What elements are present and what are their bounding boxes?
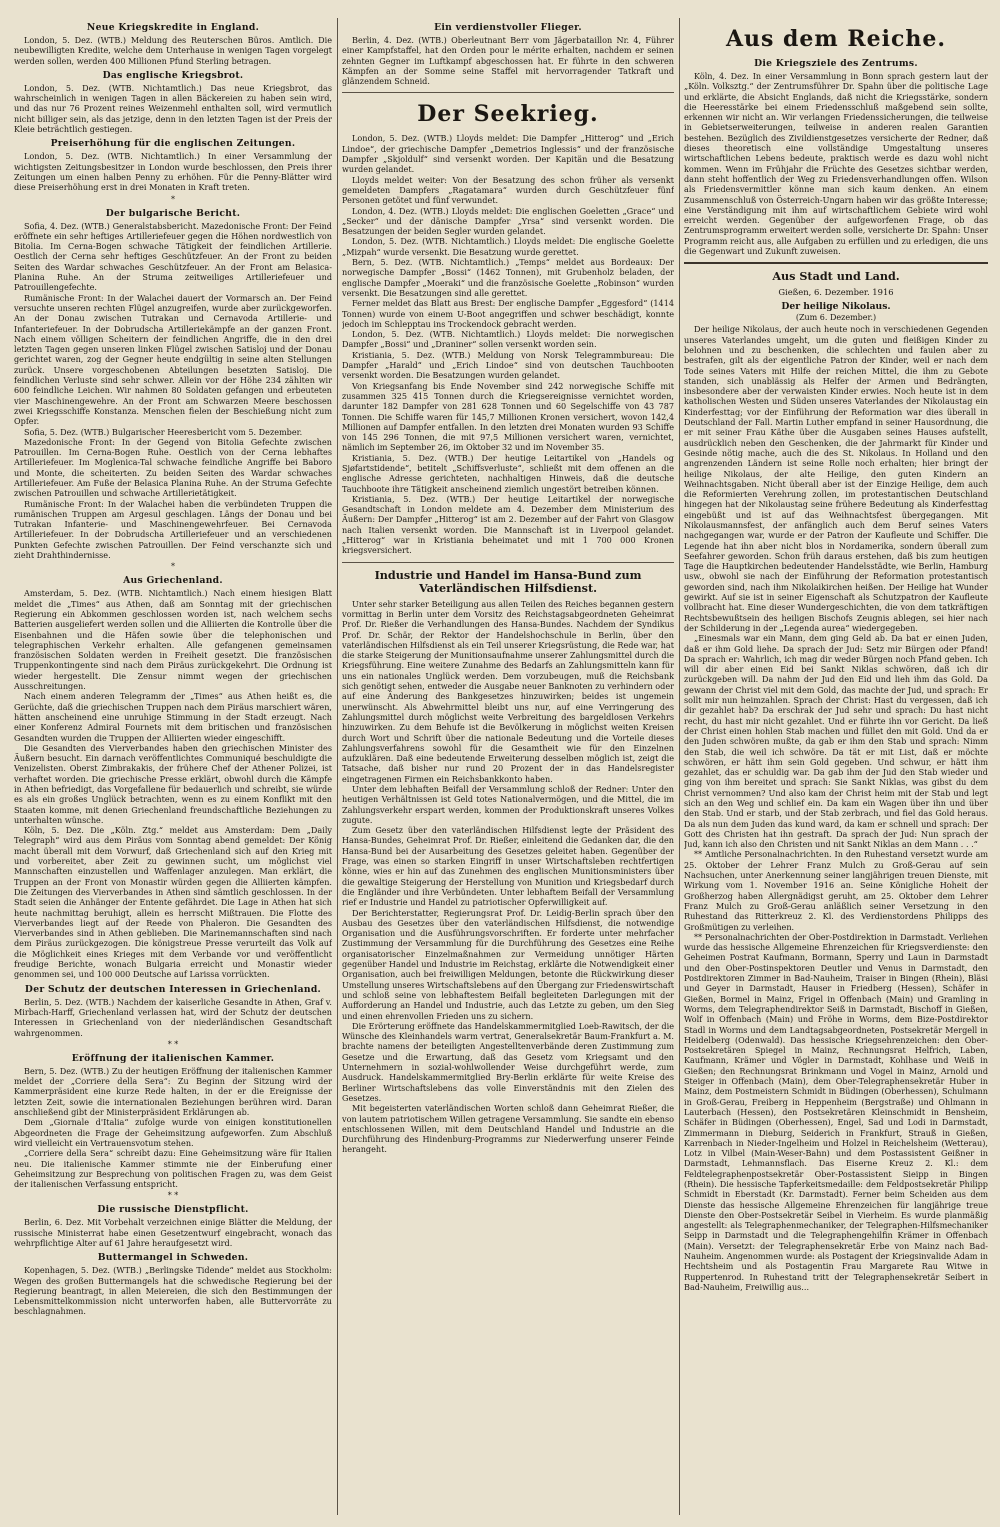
headline: Neue Kriegskredite in England. — [86, 22, 260, 33]
article-text: Berlin, 6. Dez. Mit Vorbehalt verzeichnen einige Blätter die Meldung, der russische Ministerrat habe einen Gesetzentwurf eingebracht, wonach das wehrpflichtige Alter auf 61 Jahre heraufgesetzt wird. — [14, 1217, 332, 1248]
article-text: Kristiania, 5. Dez. (WTB.) Der heutige Leitartikel von „Handels og Sjøfartstidende“, betitelt „Schiffsverluste“, schließt mit dem offenen an die englische Adresse gerichteten, nachhaltigen Hinweis, daß die deutsche Tauchboote ihre Tätigkeit anscheinend ziemlich ungestört betreiben können. — [342, 452, 674, 494]
article-text: Dem „Giornale d'Italia“ zufolge wurde von einigen konstitutionellen Abgeordneten die Frage der Geheimsitzung aufgeworfen. Zum Abschluß wird vielleicht ein Vertrauensvotum stehen. — [14, 1117, 332, 1148]
separator-star: * — [171, 194, 175, 204]
article-text: London, 5. Dez. (WTB.) Meldung des Reuterschen Büros. Amtlich. Die neubewilligten Kredite, welche dem Unterhause in wenigen Tagen vorgelegt werden sollen, werden 400 Millionen Pfund Sterling betragen. — [14, 35, 332, 66]
headline: Buttermangel in Schweden. — [97, 1252, 249, 1264]
article-text: London, 5. Dez. (WTB. Nichtamtlich.) Das neue Kriegsbrot, das wahrscheinlich in wenigen Tagen in allen Bäckereien zu haben sein wird, und das nur 76 Prozent reines Weizenmehl enthalten soll, wird vermutlich nicht billiger sein, als das jetzige, denn in den letzten Tagen ist der Preis der Kleie beträchtlich gestiegen. — [14, 82, 332, 135]
section-divider — [684, 262, 988, 264]
article-text: Köln, 5. Dez. Die „Köln. Ztg.“ meldet aus Amsterdam: Dem „Daily Telegraph“ wird aus dem Piräus vom Sonntag abend gemeldet: Der König macht überall mit dem Vorwurf, daß Griechenland sich auf den Krieg mit und vorbereitet, aber Zeit zu gewinnen sucht, um möglichst viel Mannschaften einzustellen und Waffenlager anzulegen. Man erklärt, die Truppen an der Front von Monastir würden gegen die Alliierten kämpfen. Die Zeitungen des Vierverbandes in Athen sind sämtlich geschlossen. In der Stadt seien die Anhänger der Entente gefährdet. Die Lage in Athen hat sich heute nachmittag beruhigt, allein es herrscht Mißtrauen. Die Flotte des Vierverbandes liegt auf der Reede von Phaleron. Die Gesandten des Vierverbandes sind in Athen geblieben. Die Marinemannschaften sind nach dem Piräus zurückgezogen. Die königstreue Presse verurteilt das Volk auf die Möglichkeit eines Krieges mit dem Verbande vor und veröffentlicht freudige Berichte, wonach Bulgaria erreicht und Monastir wieder genommen sei, und 100 000 Deutsche auf Larissa vorrückten. — [14, 825, 332, 980]
headline: Aus Griechenland. — [123, 575, 223, 587]
article-text: London, 5. Dez. (WTB. Nichtamtlich.) Lloyds meldet: Die norwegischen Dampfer „Bossi“ und „Draniner“ sollen versenkt worden sein. — [342, 329, 674, 350]
article-text: Kristiania, 5. Dez. (WTB.) Meldung von Norsk Telegrammbureau: Die Dampfer „Harald“ und „Erich Lindoe“ sind von deutschen Tauchbooten versenkt worden. Die Besatzungen wurden gelandet. — [342, 349, 674, 381]
article-text: Unter dem lebhaften Beifall der Versammlung schloß der Redner: Unter den heutigen Verhältnissen ist Geld totes Nationalvermögen, und die Mittel, die im Zahlungsverkehr erspart werden, kommen der Produktionskraft unseres Volkes zugute. — [342, 784, 674, 825]
article-text: Amsterdam, 5. Dez. (WTB. Nichtamtlich.) Nach einem hiesigen Blatt meldet die „Times“ aus Athen, daß am Sonntag mit der griechischen Regierung ein Abkommen geschlossen worden ist, nach welchem sechs Batterien ausgeliefert werden sollen und die Alliierten die Kontrolle über die Eisenbahnen und die Häfen sowie über die telephonischen und telegraphischen Verkehr erhalten. Alle gefangenen gemeinsamen französischen Soldaten werden in Freiheit gesetzt. Die französischen Truppenkontingente sind nach dem Piräus zurückgekehrt. Die Ordnung ist wieder hergestellt. Die Zensur nimmt wegen der griechischen Ausschreitungen. — [14, 588, 332, 692]
headline: Der bulgarische Bericht. — [105, 207, 241, 219]
article-text: „Corriere della Sera“ schreibt dazu: Eine Geheimsitzung wäre für Italien neu. Die italienische Kammer stimmte nie der Einberufung einer Geheimsitzung zur Besprechung von politischen Fragen zu, was dem Geist der italienischen Verfassung entspricht. — [14, 1148, 332, 1190]
headline: Das englische Kriegsbrot. — [102, 69, 244, 81]
article-text: London, 5. Dez. (WTB.) Lloyds meldet: Die Dampfer „Hitterog“ und „Erich Lindoe“, der griechische Dampfer „Demetrios Inglessis“ und der französische Dampfer „Skjoldulf“ sind versenkt worden. Der Kapitän und die Besatzung wurden gelandet. — [342, 133, 674, 175]
section-title: Aus Stadt und Land. — [772, 269, 900, 284]
article-text: Rumänische Front: In der Walachei dauert der Vormarsch an. Der Feind versuchte unseren rechten Flügel anzugreifen, wurde aber zurückgeworfen. An der Donau zwischen Tutrakan und Cernavoda Artillerie- und Infanteriefeuer. In der Dobrudscha Artilleriekämpfe an der ganzen Front. Nach einem völligen Scheitern der feindlichen Angriffe, die in den drei letzten Tagen gegen unseren linken Flügel zwischen Satisloj und der Donau gerichtet waren, zog der Gegner heute endgültig in seine alten Stellungen zurück. Unsere vorgeschobenen Abteilungen besetzten Satisloj. Die feindlichen Verluste sind sehr schwer. Allein vor der Höhe 234 zählten wir 600 feindliche Leichen. Wir nahmen 80 Soldaten gefangen und erbeuteten vier Maschinengewehre. An der Front am Schwarzen Meere beschossen zwei Kriegsschiffe Konstanza. Menschen fielen der Beschießung nicht zum Opfer. — [14, 292, 332, 427]
separator-star: * * — [167, 1039, 179, 1049]
article-text: Sofia, 5. Dez. (WTB.) Bulgarischer Heeresbericht vom 5. Dezember. — [24, 426, 303, 437]
section-divider — [342, 92, 674, 93]
article-text: Mazedonische Front: In der Gegend von Bitolia Gefechte zwischen Patrouillen. Im Cerna-Bogen Ruhe. Oestlich von der Cerna lebhaftes Artilleriefeuer. Im Moglenica-Tal schwache feindliche Angriffe bei Baboro und Monte, die scheiterten. Zu beiden Seiten des Wardar schwaches Artilleriefeuer. Am Fuße der Belasica Planina Ruhe. An der Struma Gefechte zwischen Patrouillen und schwache Artillerietätigkeit. — [14, 436, 332, 499]
article-text: Von Kriegsanfang bis Ende November sind 242 norwegische Schiffe mit zusammen 325 415 Tonnen durch die Kriegsereignisse vernichtet worden, darunter 182 Dampfer von 281 628 Tonnen und 60 Segelschiffe von 43 787 Tonnen. Die Schiffe waren für 145,7 Millionen Kronen versichert, wovon 142,4 Millionen auf Dampfer entfallen. In den letzten drei Monaten wurden 93 Schiffe von 145 296 Tonnen, die mit 97,5 Millionen versichert waren, vernichtet, nämlich im September 26, im Oktober 32 und im November 35. — [342, 380, 674, 453]
article-text: Der heilige Nikolaus, der auch heute noch in verschiedenen Gegenden unseres Vaterlandes umgeht, um die guten und fleißigen Kinder zu belohnen und zu beschenken, die schlechten und faulen aber zu bestrafen, gilt als der eigentliche Patron der Kinder, weil er nach dem Tode seines Vaters mit Hilfe der reichen Mittel, die ihm zu Gebote standen, sich unablässig als Helfer der Armen und Bedrängten, insbesondere aber der verwaisten Kinder erwies. Noch heute ist in dem katholischen Westen und Süden unseres Vaterlandes der Nikolaustag ein Kinderfesttag; vor der Einführung der Reformation war dies überall in Deutschland der Fall. Martin Luther empfand in seiner Hausordnung, die er mit seiner Frau Käthe über die Ausgaben seines Hauses aufstellt, ausdrücklich neben den Geschenken, die der Jahrmarkt für Kinder und Gesinde nötig mache, auch die des St. Nikolaus. In Holland und den angrenzenden Ländern ist seine Rolle noch erhalten; hier bringt der heilige Nikolaus, der alte Heilige, den guten Kindern an Weihnachtsgaben. Nicht überall aber ist der Einzige Heilige, dem auch die Reformierten Verehrung zollen, im protestantischen Deutschland hingegen hat der Nikolaustag seine frühere Bedeutung als Kinderfesttag eingebüßt und ist auf das Weihnachtsfest übergegangen. Mit Nikolausmannsfest, der anfänglich auch dem Beruf seines Vaters nachgegangen war, wurde er der Patron der Kaufleute und Schiffer. Die Legende hat ihn aber nicht blos in Nordamerika, sondern überall zum Seefahrer geworden. Schon früh daraus erstehen, daß bis zum heutigen Tage die Hauptkirchen bedeutender Handelsstädte, wie Berlin, Hamburg usw., obwohl sie nach der Einführung der Reformation protestantisch geworden sind, nach ihm Nikolaikirchen heißen. Der Heilige hat Wunder gewirkt. Auf sie ist in seiner Eigenschaft als Schutzpatron der Kaufleute vollbracht hat. Eine dieser Wundergeschichten, die von dem tatkräftigen Rechtsbewußtsein des heiligen Bischofs Zeugnis ablegen, sei hier nach der Schilderung in der „Legenda aurea“ wiedergegeben. — [684, 324, 988, 633]
article-text: Köln, 4. Dez. In einer Versammlung in Bonn sprach gestern laut der „Köln. Volksztg.“ der Zentrumsführer Dr. Spahn über die politische Lage und erklärte, die Absicht Englands, daß nicht die Kriegsstärke, sondern die Heeresstärke bei einem Friedensschluß maßgebend sein sollte, erkennen wir nicht an. Wir verlangen Friedenssicherungen, die teilweise in Gebietserweiterungen, teilweise in anderen realen Garantien bestehen. Bezüglich des Zivildienstgesetzes versicherte der Redner, daß dieses theoretisch eine vollständige Umgestaltung unseres wirtschaftlichen Lebens bedeute, praktisch werde es dazu wohl nicht kommen. Wenn im Frühjahr die Früchte des Gesetzes sichtbar werden, dann steht hoffentlich der Weg zu Friedensverhandlungen offen. Wilson als Friedensvermittler könne man sich kaum denken. An einem Zusammenschluß von Österreich-Ungarn haben wir das größte Interesse; eine Verständigung mit ihm auf wirtschaftlichem Gebiete wird wohl erreicht werden. Gegenüber der aufgeworfenen Frage, ob das Zentrumsprogramm erweitert werden solle, versicherte Dr. Spahn: Unser Programm reicht aus, alle Aufgaben zu erfüllen und zu erledigen, die uns die Gegenwart und Zukunft zuweisen. — [684, 71, 988, 257]
article-text: Sofia, 4. Dez. (WTB.) Generalstabsbericht. Mazedonische Front: Der Feind eröffnete ein sehr heftiges Artilleriefeuer gegen die Höhen nordwestlich von Bitolia. Im Cerna-Bogen schwache Tätigkeit der feindlichen Artillerie. Oestlich der Cerna sehr heftiges Geschützfeuer. An der Front zu beiden Seiten des Wardar schwaches Geschützfeuer. An der Front am Belasica-Planina Ruhe. An der Struma zeitweiliges Artilleriefeuer und Patrouillengefechte. — [14, 220, 332, 293]
column-rule — [337, 18, 338, 1515]
article-text: „Einesmals war ein Mann, dem ging Geld ab. Da bat er einen Juden, daß er ihm Gold liehe. Da sprach der Jud: Setz mir Bürgen oder Pfand! Da sprach er: Wahrlich, ich mag dir weder Bürgen noch Pfand geben. Ich will dir aber einen Eid bei Sankt Niklas schwören, daß ich dir zurückgeben will. Da nahm der Jud den Eid und lieh ihm das Gold. Da gewann der Christ viel mit dem Gold, das machte der Jud, und sprach: Er sollt mir nun heimzahlen. Sprach der Christ: Hast du vergessen, daß ich dir gezahlet hab? Da erschrak der Jud sehr und sprach: Du hast nicht recht, du hast mir nicht gezahlet. Und er führte ihn vor Gericht. Da ließ der Christ einen hohlen Stab machen und füllet den mit Gold. Und da er den Juden schwören mußte, da gab er ihm den Stab und sprach: Nimm den Stab, die weil ich schwöre. Da tät er mit List, daß er möchte schwören, er hätt ihm sein Gold gegeben. Und schwur, er hätt ihm gezahlet, das er schuldig war. Da gab ihm der Jud den Stab wieder und ging von ihm bereitet und sprach: Sie Sankt Niklas, was gibst du dem Christ vernommen? Und also kam der Christ heim mit der Stab und legt sich an den Weg und schlief ein. Da kam ein Wagen über ihn und über den Stab. Und er starb, und der Stab zerbrach, und fiel das Gold heraus. Da als nun dem Juden das kund ward, da kam er schnell und sprach: Der Gott des Christen hat ihn gestraft. Da sprach der Jud: Nun sprach der Jud, kann ich also den Christen und nit Sankt Niklas an dem Mann . . .“ — [684, 633, 988, 850]
article-text: ** Personalnachrichten der Ober-Postdirektion in Darmstadt. Verliehen wurde das hessische Allgemeine Ehrenzeichen für Kriegsverdienste: den Geheimen Postrat Kaufmann, Bormann, Sperry und Laun in Darmstadt und den Ober-Postinspektoren Deutler und Venus in Darmstadt, den Postdirektoren Zimmer in Bad-Nauheim, Traiser in Bingen (Rhein), Bläsi und Geyer in Darmstadt, Hauser in Friedberg (Hessen), Schäfer in Gießen, Bormel in Mainz, Frigel in Offenbach (Main) und Gramling in Worms, dem Telegraphendirektor Seiß in Darmstadt, Bischoff in Gießen, Wolf in Offenbach (Main) und Fröhe in Worms, dem Bize-Postdirektor Stadl in Worms und dem Landtagsabgeordneten, Postsekretär Mergell in Heidelberg (Odenwald). Das hessische Kriegsehrenzeichen: den Ober-Postsekretären Spiegel in Mainz, Rechnungsrat Helfrich, Laben, Kaufmann, Krämer und Vögler in Darmstadt, Kohlhase und Weiß in Gießen; den Rechnungsrat Brinkmann und Vogel in Mainz, Arnold und Steiger in Offenbach (Main), dem Ober-Telegraphensekretär Huber in Mainz, dem Postmeistern Schmidt in Büdingen (Oberhessen), Schulmann in Groß-Gerau, Freiberg in Heppenheim (Bergstraße) und Ohlmann in Lauterbach (Hessen), den Postsekretären Kleinschmidt in Bensheim, Schäfer in Büdingen (Oberhessen), Engel, Sad und Lodi in Darmstadt, Zimmermann in Dieburg, Seiderich in Frankfurt, Strauß in Gießen, Karrenbach in Nieder-Ingelheim und Holzel in Reichelsheim (Wetterau), Lotz in Vilbel (Main-Weser-Bahn) und dem Postassistent Geißner in Darmstadt, Lehmannsflach. Das Eiserne Kreuz 2. Kl.: dem Feldtelegraphenpostsekretär Ober-Postassistent Sieipp in Bingen (Rhein). Die hessische Tapferkeitsmedaille: dem Feldpostsekretär Philipp Schmidt in Eberstadt (Kr. Darmstadt). Ferner beim Scheiden aus dem Dienste das hessische Allgemeine Ehrenzeichen für langjährige treue Dienste den Ober-Postsekretär Seibel in Vierheim. Es wurde planmäßig angestellt: als Telegraphenmechaniker, der Telegraphen-Hilfsmechaniker Seipp in Darmstadt und die Telegraphengehilfin Krämer in Offenbach (Main). Versetzt: der Telegraphensekretär Erbe von Mainz nach Bad-Nauheim. Angenommen wurde: als Postagent der Kriegsinvalide Adam in Hechtsheim und als Postagentin Frau Margarete Rau Witwe in Ruppertenrod. In Ruhestand tritt der Telegraphensekretär Seibert in Bad-Nauheim, Freiwillig aus... — [684, 931, 988, 1292]
headline: Der Schutz der deutschen Interessen in Griechenland. — [24, 983, 322, 995]
headline: Ein verdienstvoller Flieger. — [434, 22, 582, 33]
article-text: London, 5. Dez. (WTB. Nichtamtlich.) In einer Versammlung der wichtigsten Zeitungsbesitzer in London wurde beschlossen, den Preis ihrer Zeitungen um einen halben Penny zu erhöhen. Für die Penny-Blätter wird diese Preiserhöhung erst in drei Monaten in Kraft treten. — [14, 151, 332, 193]
dateline: Gießen, 6. Dezember. 1916 — [778, 287, 894, 298]
article-text: Unter sehr starker Beteiligung aus allen Teilen des Reiches begannen gestern vormittag in Berlin unter dem Vorsitz des Reichstagsabgeordneten Geheimrat Prof. Dr. Rießer die Verhandlungen des Hansa-Bundes. Nachdem der Syndikus Prof. Dr. Schär, der Rektor der Handelshochschule in Berlin, über den vaterländischen Hilfsdienst als ein Teil unserer Kriegsrüstung, die Rede war, hat die starke Steigerung der Munitionsaufnahme unserer Zahlungsmittel durch die Kriegsführung. Eine weitere Zunahme des Bedarfs an Zahlungsmitteln kann für uns ein nationales Unglück werden. Dem vorzubeugen, muß die Reichsbank sich genötigt sehen, entweder die Ausgabe neuer Banknoten zu verhindern oder auf eine Änderung des Bankgesetzes hinzuwirken; beides ist ungemein unerwünscht. Als Abwehrmittel bleibt uns nur, auf eine Verringerung des Zahlungsmittel durch möglichst weite Verbreitung des bargeldlosen Verkehrs hinzuwirken. Zu dem Behufe ist die Bevölkerung in möglichst weiten Kreisen durch Wort und Schrift über die nationale Bedeutung und die Vorteile dieses Zahlungsverfahrens sowohl für die Gesamtheit wie für den Einzelnen aufzuklären. Daß eine bedeutende Erweiterung desselben möglich ist, zeigt die Tatsache, daß bisher nur rund 20 Prozent der in das Handelsregister eingetragenen Firmen ein Reichsbankkonto haben. — [342, 598, 674, 784]
article-text: Bern, 5. Dez. (WTB.) Zu der heutigen Eröffnung der italienischen Kammer meldet der „Corriere della Sera“: Zu Beginn der Sitzung wird der Kammerpräsident eine kurze Rede halten, in der er die Ereignisse der letzten Zeit, sowie die internationalen Beziehungen berühren wird. Daran anschließend gibt der Ministerpräsident Erklärungen ab. — [14, 1065, 332, 1118]
headline: Eröffnung der italienischen Kammer. — [71, 1052, 275, 1064]
article-text: Kopenhagen, 5. Dez. (WTB.) „Berlingske Tidende“ meldet aus Stockholm: Wegen des großen Buttermangels hat die schwedische Regierung bei der Regierung beantragt, in allen Meiereien, die sich den Bestimmungen der Lebensmittelkommission nicht unterworfen haben, alle Buttervorräte zu beschlagnahmen. — [14, 1265, 332, 1317]
article-text: London, 4. Dez. (WTB.) Lloyds meldet: Die englischen Goeletten „Grace“ und „Secker“ und der dänische Dampfer „Yrsa“ sind versenkt worden. Die Besatzungen der beiden Segler wurden gelandet. — [342, 205, 674, 237]
article-text: Ferner meldet das Blatt aus Brest: Der englische Dampfer „Eggesford“ (1414 Tonnen) wurde von einem U-Boot angegriffen und schwer beschädigt, konnte jedoch im Schlepptau ins Trockendock gebracht werden. — [342, 298, 674, 329]
article-text: Berlin, 5. Dez. (WTB.) Nachdem der kaiserliche Gesandte in Athen, Graf v. Mirbach-Harff, Griechenland verlassen hat, wird der Schutz der deutschen Interessen in Griechenland von der niederländischen Gesandtschaft wahrgenommen. — [14, 996, 332, 1038]
article-text: Nach einem anderen Telegramm der „Times“ aus Athen heißt es, die Gerüchte, daß die griechischen Truppen nach dem Piräus marschiert wären, hätten anscheinend eine unruhige Stimmung in der Stadt erzeugt. Nach einer Konferenz Admiral Fournets mit dem britischen und französischen Gesandten wurden die Truppen der Alliierten wieder eingeschifft. — [14, 691, 332, 743]
column-rule — [679, 18, 680, 1515]
article-text: Bern, 5. Dez. (WTB. Nichtamtlich.) „Temps“ meldet aus Bordeaux: Der norwegische Dampfer „Bossi“ (1462 Tonnen), mit Grubenholz beladen, der englische Dampfer „Moeraki“ und die französische Goelette „Robinson“ wurden versenkt. Die Besatzungen sind alle gerettet. — [342, 257, 674, 298]
article-text: Zum Gesetz über den vaterländischen Hilfsdienst legte der Präsident des Hansa-Bundes, Geheimrat Prof. Dr. Rießer, einleitend die Gedanken dar, die den Hansa-Bund bei der Ausarbeitung des Gesetzes geleitet haben. Gegenüber der Frage, was einen so starken Eingriff in unser Wirtschaftsleben rechtfertigen könne, wies er hin auf das Zunehmen des englischen Munitionsministers über die gewaltige Steigerung der Herstellung von Munition und Kriegsbedarf durch die Engländer und ihre Verbündeten. Unter lebhaftem Beifall der Versammlung rief er Industrie und Handel zu patriotischer Opferwilligkeit auf. — [342, 825, 674, 908]
headline: Die Kriegsziele des Zentrums. — [754, 58, 918, 69]
headline: Preiserhöhung für die englischen Zeitungen. — [50, 138, 296, 150]
headline: Der heilige Nikolaus. — [781, 301, 891, 313]
subheadline: (Zum 6. Dezember.) — [795, 313, 877, 323]
article-text: ** Amtliche Personalnachrichten. In den Ruhestand versetzt wurde am 25. Oktober der Lehrer Franz Mulch zu Groß-Gerau auf sein Nachsuchen, unter Anerkennung seiner langjährigen treuen Dienste, mit Wirkung vom 1. November 1916 an. Seine Königliche Hoheit der Großherzog haben Allergnädigst geruht, am 25. Oktober dem Lehrer Franz Mulch zu Groß-Gerau anläßlich seiner Versetzung in den Ruhestand das Ritterkreuz 2. Kl. des Verdienstordens Philipps des Großmütigen zu verleihen. — [684, 849, 988, 932]
section-title: Industrie und Handel im Hansa-Bund zum Vaterländischen Hilfsdienst. — [374, 567, 642, 595]
separator-star: * * — [167, 1191, 179, 1201]
section-title: Aus dem Reiche. — [725, 26, 947, 52]
column-3 — [684, 18, 988, 1513]
article-text: Rumänische Front: In der Walachei haben die verbündeten Truppen die rumänischen Truppen am Argesul geschlagen. Längs der Donau und bei Tutrakan Infanterie- und Maschinengewehrfeuer. Bei Cernavoda Artilleriefeuer. In der Dobrudscha Artilleriefeuer und an verschiedenen Punkten Gefechte zwischen Patrouillen. Der Feind verschanzte sich und zieht Drahthindernisse. — [14, 498, 332, 561]
column-1 — [14, 18, 332, 1513]
section-divider — [342, 562, 674, 563]
article-text: Die Gesandten des Vierverbandes haben den griechischen Minister des Äußern besucht. Ein darnach veröffentlichtes Communiqué beschuldigte die Venizelisten. Oberst Zimbrakakis, der frühere Chef der Athener Polizei, ist verhaftet worden. Die griechische Presse erklärt, obwohl durch die Kämpfe in Athen befriedigt, das Vorgefallene für bedauerlich und schreibt, sie würde es als ein großes Unglück betrachten, wenn es zu einem Konflikt mit den Staaten komme, mit denen Griechenland freundschaftliche Beziehungen zu unterhalten wünsche. — [14, 742, 332, 825]
article-text: Kristiania, 5. Dez. (WTB.) Der heutige Leitartikel der norwegische Gesandtschaft in London meldete am 4. Dezember dem Ministerium des Äußern: Der Dampfer „Hitterog“ ist am 2. Dezember auf der Fahrt von Glasgow nach Italien versenkt worden. Die Mannschaft ist in Liverpool gelandet. „Hitterog“ war in Kristiania beheimatet und mit 1 700 000 Kronen kriegsversichert. — [342, 493, 674, 556]
article-text: Der Berichterstatter, Regierungsrat Prof. Dr. Leidig-Berlin sprach über den Ausbau des Gesetzes über den vaterländischen Hilfsdienst, die notwendige Organisation und die Ausführungsvorschriften. Er forderte unter mehrfacher Zustimmung der Versammlung für die Durchführung des Gesetzes eine Reihe organisatorischer Einzelmaßnahmen zur Vermeidung unnötiger Härten gegenüber Handel und Industrie im Reichstag, erklärte die Notwendigkeit einer Organisation, auch bei freiwilligen Meldungen, betonte die Rückwirkung dieser Umstellung unseres Wirtschaftslebens auf den Übergang zur Friedenswirtschaft und schloß seine von lebhaftestem Beifall begleiteten Darlegungen mit der Aufforderung an Handel und Industrie, auch das Letzte zu geben, um den Sieg und einen ehrenvollen Frieden uns zu sichern. — [342, 907, 674, 1021]
headline: Die russische Dienstpflicht. — [97, 1204, 249, 1216]
separator-star: * — [171, 562, 175, 572]
article-text: London, 5. Dez. (WTB. Nichtamtlich.) Lloyds meldet: Die englische Goelette „Mizpah“ wurde versenkt. Die Besatzung wurde gerettet. — [342, 236, 674, 257]
column-2 — [342, 18, 674, 1513]
article-text: Mit begeisterten vaterländischen Worten schloß dann Geheimrat Rießer, die von lautem patriotischem Willen getragene Versammlung. Sie sandte ein ebenso entschlossenen Willen, mit dem Deutschland Handel und Industrie an die Durchführung des Hindenburg-Programms zur Niederwerfung unserer Feinde herangeht. — [342, 1103, 674, 1155]
article-text: Lloyds meldet weiter: Von der Besatzung des schon früher als versenkt gemeldeten Dampfers „Ragatamara“ wurden durch Geschützfeuer fünf Personen getötet und fünf verwundet. — [342, 174, 674, 206]
article-text: Berlin, 4. Dez. (WTB.) Oberleutnant Berr vom Jägerbataillon Nr. 4, Führer einer Kampfstaffel, hat den Orden pour le mérite erhalten, nachdem er seinen zehnten Gegner im Luftkampf abgeschossen hat. Er führte in den schweren Kämpfen an der Somme seine Staffel mit hervorragender Tatkraft und glänzendem Schneid. — [342, 35, 674, 87]
section-title: Der Seekrieg. — [417, 101, 599, 128]
article-text: Die Erörterung eröffnete das Handelskammermitglied Loeb-Rawitsch, der die Wünsche des Kleinhandels warm vertrat, Generalsekretär Baum-Frankfurt a. M. brachte namens der beteiligten Angestelltenverbände deren Zustimmung zum Gesetze und die Erwartung, daß das Gesetz vom Kriegsamt und den Unternehmern in sozial-wohlwollender Weise durchgeführt werde, zum Ausdruck. Handelskammermitglied Bry-Berlin erklärte für weite Kreise des Berliner Wirtschaftslebens das volle Einverständnis mit den Zielen des Gesetzes. — [342, 1020, 674, 1103]
